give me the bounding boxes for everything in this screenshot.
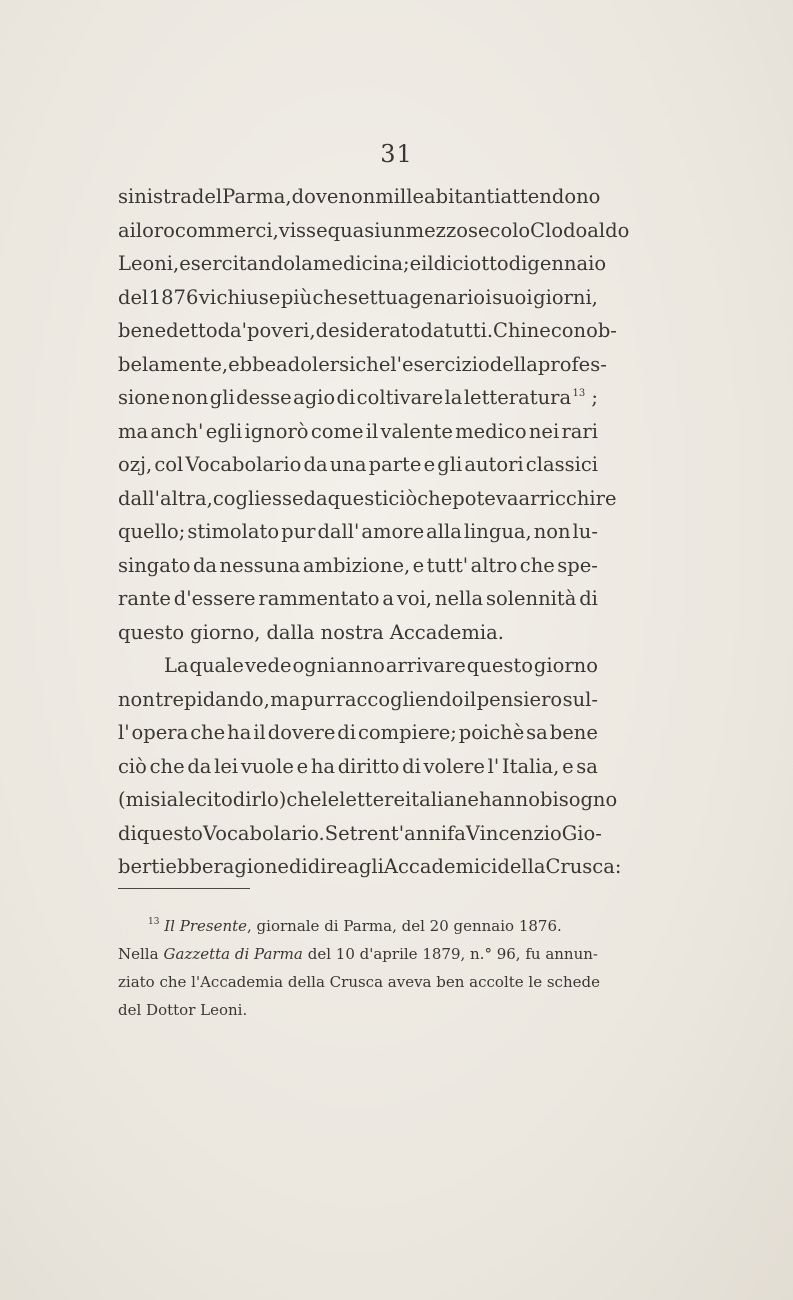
word: e [423,453,436,476]
text-line [118,381,598,415]
text-line [118,683,598,717]
word: l' [118,721,130,744]
word: nei [528,419,560,443]
word: gli [437,453,463,476]
word: trent'anni [349,821,448,845]
footnote [118,912,598,1024]
word: medicina; [312,252,410,275]
word: poveri, [247,319,316,342]
word: che [355,352,391,376]
word: d'essere [173,587,256,610]
word: bisogno [539,788,618,811]
word: non [171,386,209,409]
word: rammentato [258,587,380,610]
word: agio [293,386,336,409]
word: altra, [159,486,213,510]
word: un [380,218,406,242]
word: l' [487,754,500,778]
word: e [296,754,309,778]
footnote-line [118,996,598,1024]
word: dall' [317,520,360,543]
word: e [562,754,574,778]
text-line [118,482,617,516]
footnote-word: Nella [118,945,159,963]
word: lu- [572,520,598,543]
word: vuole [240,754,294,778]
word: gennaio [527,252,607,275]
word: le [321,788,340,811]
word: valente [380,419,453,443]
word: dovere [267,721,336,744]
word: solennità [485,587,577,610]
word: voi, [396,587,433,610]
word: poteva [452,486,519,510]
word: di [118,821,137,845]
word: ha [310,754,336,778]
word: lecito [178,788,233,811]
word: di [336,386,356,409]
word: questo [136,821,203,845]
word: sia [150,788,179,811]
text-line [118,817,602,851]
word: Clodoaldo [530,218,630,242]
word: a [382,587,394,610]
word: diritto [337,754,400,778]
word: (mi [118,788,151,811]
word: ma [270,687,301,711]
word: arricchire [518,486,617,510]
word: ciò [118,754,147,778]
word: e [412,553,425,577]
word: che [312,285,348,309]
word: ambizione, [302,553,411,577]
word: quasi [327,218,381,242]
text-line [118,783,618,817]
word: classici [525,453,598,476]
word: stimolato [187,520,280,543]
word: gli [209,386,235,409]
word: diciotto [433,252,509,275]
word: ha [227,721,252,744]
word: nostra [320,620,384,644]
word: : [614,855,622,878]
word: abitanti [424,185,501,208]
word: Accademia. [389,620,504,644]
word: i [485,285,492,309]
text-line [118,214,630,248]
word: tutt' [426,553,469,577]
word: giorno [533,654,598,677]
footnote-line [118,912,598,940]
word: questi [327,486,389,510]
word: di [508,252,528,275]
footnote-number: 13 [148,917,160,927]
word: questo [118,620,185,644]
footnote-lead [148,912,562,940]
word: giorni, [533,285,598,309]
word: che [417,486,453,510]
word: vede [244,654,292,677]
word: una [329,453,367,476]
word: sul- [562,687,598,711]
word: ignorò [244,419,309,443]
word: sinistra [118,185,192,208]
footnote-text: ziato che l'Accademia della Crusca aveva ben accolte le schede [118,973,600,991]
word: trepidando, [155,687,270,711]
word: coltivare [356,386,444,409]
word: Vincenzio [465,821,562,845]
word: anno [336,654,385,677]
note-reference [572,381,598,415]
word: rante [118,587,171,610]
word: cogliesse [212,486,304,510]
text-line [118,850,622,884]
word: spe- [557,553,598,577]
word: col [154,453,184,476]
word: lei [214,754,239,778]
word: ne [526,319,551,342]
word: Chi [493,319,527,342]
word: ebbe [228,352,277,376]
word: da [192,553,218,577]
text-line [118,549,598,583]
word: suoi [492,285,533,309]
word: da [187,754,212,778]
word: bene [549,721,598,744]
word: quello; [118,520,186,543]
word: Crusca [545,855,615,878]
footnote-text: del 10 d'aprile 1879, n.° 96, fu annun- [307,945,598,963]
word: di [337,721,357,744]
word: Gio- [561,821,602,845]
word: secolo [467,218,531,242]
word: singato [118,553,191,577]
word: ebbe [165,855,214,878]
word: dire [307,855,348,878]
word: il [253,721,266,744]
word: della [489,352,538,376]
word: mille [375,185,425,208]
word: ogni [292,654,336,677]
page-number: 31 [380,140,413,168]
word: lettere [339,788,406,811]
word: quale [189,654,244,677]
word: lingua, [463,520,532,543]
footnote-line [118,968,598,996]
word: l'esercizio [390,352,490,376]
word: La [164,654,189,677]
word: la [142,352,160,376]
word: la [295,252,313,275]
footnote-title: Il Presente [164,917,248,935]
word: da' [217,319,248,342]
word: autori [464,453,524,476]
word: chiuse [216,285,281,309]
word: tutti. [444,319,494,342]
word: dolersi [287,352,356,376]
text-line [118,180,601,214]
word: come [310,419,364,443]
word: nessuna [219,553,301,577]
punctuation: ; [591,386,598,409]
word: di [288,855,308,878]
word: dalla [266,620,315,644]
word: loro [135,218,175,242]
word: altro [470,553,518,577]
word: volere [423,754,485,778]
word: il [463,687,477,711]
word: che [190,721,226,744]
word: opera [131,721,189,744]
word: mezzo [405,218,468,242]
word: agli [347,855,384,878]
word: settuagenario [348,285,485,309]
word: desse [236,386,292,409]
text-line [118,515,598,549]
word: 1876 [148,285,199,309]
word: da [420,319,445,342]
word: sione [118,386,171,409]
word: vi [198,285,217,309]
word: Accademici [383,855,498,878]
word: di [579,587,598,610]
word: questo [466,654,533,677]
text-line [118,281,598,315]
word: del [118,285,149,309]
word: non [338,185,376,208]
word: ciò [388,486,418,510]
word: be [118,352,143,376]
word: dirlo) [232,788,287,811]
text-line [118,716,598,750]
text-line [118,582,598,616]
word: fa [447,821,466,845]
word: sa [576,754,598,778]
word: da [303,453,328,476]
word: pur [300,687,336,711]
word: del [191,185,223,208]
word: Vocabolario. [202,821,325,845]
text-line [118,448,598,482]
word: desiderato [315,319,421,342]
word: hanno [478,788,540,811]
word: amore [361,520,425,543]
word: letteratura [463,386,572,409]
word: di [402,754,421,778]
text-line [118,415,598,449]
word: italiane [405,788,479,811]
word: ma [118,419,149,443]
word: Leoni, [118,252,180,275]
word: profes- [537,352,607,376]
footnote-text: del Dottor Leoni. [118,1001,248,1019]
word: della [497,855,546,878]
word: rari [561,419,598,443]
word: benedetto [118,319,218,342]
text-line [118,649,598,683]
word: dove [291,185,339,208]
word: da [303,486,328,510]
body-text [118,180,630,884]
word: il [365,419,379,443]
footnote-italic: Gazzetta di Parma [163,945,303,963]
word: la [444,386,463,409]
word: conob- [550,319,617,342]
footnote-text: , giornale di Parma, del 20 gennaio 1876. [247,917,562,935]
word: Parma, [222,185,292,208]
word: non [118,687,155,711]
word: sa [526,721,548,744]
word: visse [278,218,328,242]
word: compiere; [357,721,457,744]
word: berti [118,855,166,878]
word: arrivare [385,654,466,677]
word: e [409,252,422,275]
word: attendono [500,185,601,208]
text-line [118,616,598,650]
word: dall' [118,486,160,510]
word: ai [118,218,136,242]
text-line [118,247,607,281]
word: che [286,788,322,811]
word: pensiero [476,687,563,711]
word: parte [368,453,422,476]
word: esercitando [179,252,296,275]
word: anch' [150,419,204,443]
word: che [149,754,185,778]
word: mente, [159,352,229,376]
word: egli [205,419,243,443]
word: non [533,520,571,543]
word: commerci, [174,218,279,242]
word: Italia, [501,754,560,778]
footnote-line [118,940,598,968]
note-number: 13 [572,388,586,399]
word: a [276,352,288,376]
word: più [280,285,313,309]
word: il [421,252,434,275]
word: poichè [458,721,525,744]
word: alla [426,520,462,543]
word: raccogliendo [335,687,464,711]
word: giorno, [190,620,261,644]
word: nella [434,587,484,610]
word: ozj, [118,453,153,476]
footnote-separator [118,888,250,889]
word: Vocabolario [185,453,302,476]
word: che [519,553,555,577]
text-line [118,750,598,784]
word: Se [324,821,350,845]
word: medico [455,419,527,443]
text-line [118,314,617,348]
text-line [118,348,607,382]
word: ragione [213,855,289,878]
word: pur [281,520,316,543]
